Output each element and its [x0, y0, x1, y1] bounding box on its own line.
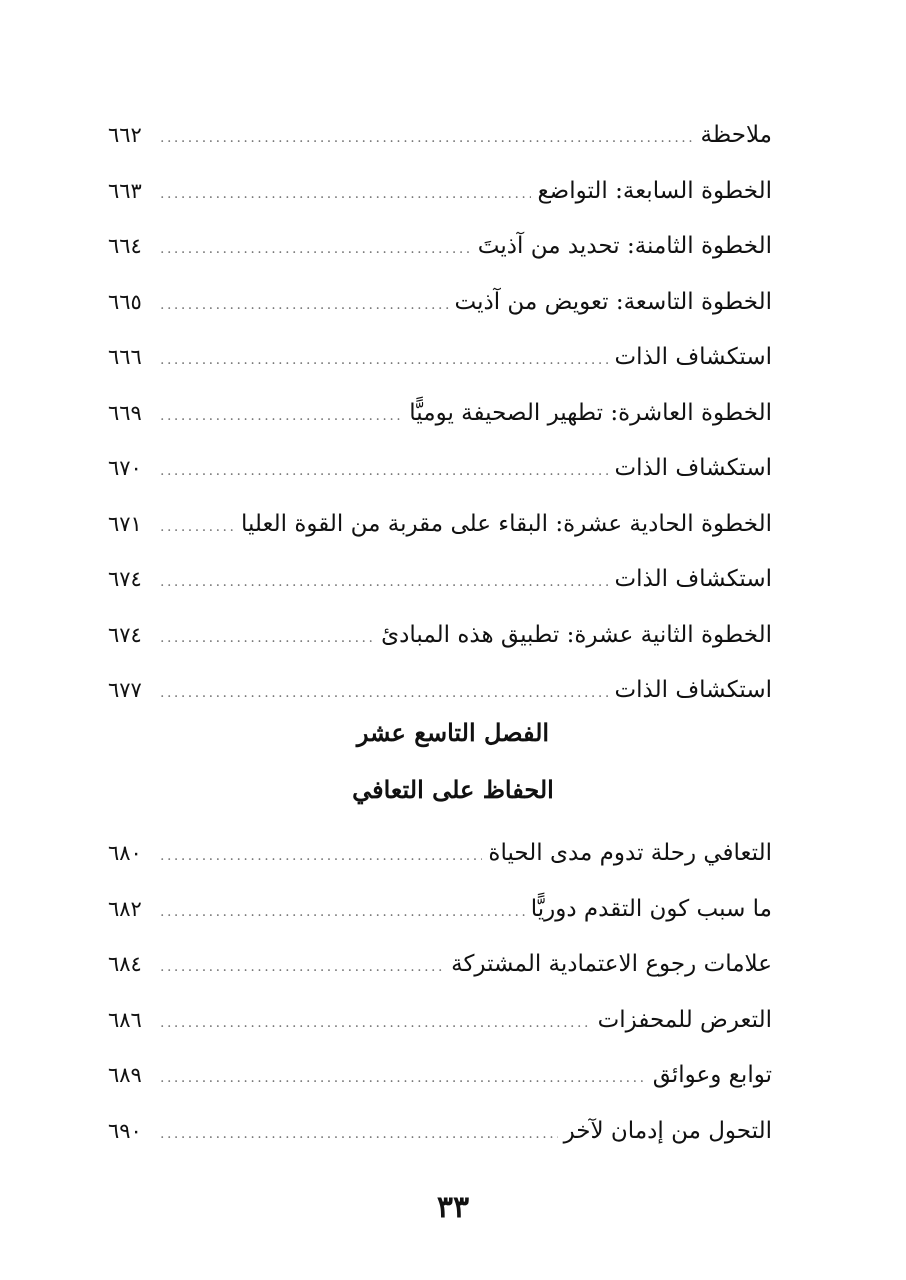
toc-entry-title: الخطوة الثامنة: تحديد من آذيتَ — [477, 233, 772, 259]
toc-entry-title: الخطوة الحادية عشرة: البقاء على مقربة من القوة العليا — [240, 510, 772, 537]
toc-entry-page: ٦٨٤ — [108, 952, 142, 976]
toc-entry-title: التعافي رحلة تدوم مدى الحياة — [488, 840, 772, 866]
toc-entry — [108, 826, 772, 882]
toc-entry-title: استكشاف الذات — [614, 566, 772, 592]
toc-entry-page: ٦٦٩ — [108, 400, 142, 425]
toc-entry-title: الخطوة السابعة: التواضع — [537, 177, 772, 204]
toc-entry-page: ٦٨٩ — [108, 1063, 142, 1087]
toc-leader-dots — [160, 111, 695, 167]
toc-entry-title: استكشاف الذات — [614, 344, 772, 370]
toc-entry — [108, 497, 772, 553]
toc-leader-dots — [160, 829, 482, 885]
toc-entry — [108, 164, 772, 220]
toc-entry-title: الخطوة التاسعة: تعويض من آذيت — [454, 288, 772, 315]
toc-entry — [108, 275, 772, 331]
toc-entry — [108, 330, 772, 386]
chapter-number-heading: الفصل التاسع عشر — [356, 718, 550, 747]
toc-entry-title: استكشاف الذات — [614, 677, 772, 703]
toc-entry — [108, 386, 772, 442]
toc-entry — [108, 1104, 772, 1160]
toc-leader-dots — [160, 666, 609, 722]
toc-leader-dots — [160, 940, 445, 996]
toc-entry-page: ٦٧٧ — [108, 678, 142, 702]
toc-leader-dots — [160, 278, 449, 334]
toc-entry-page: ٦٨٢ — [108, 896, 142, 921]
toc-entry — [108, 219, 772, 275]
toc-entry-page: ٦٧١ — [108, 511, 142, 536]
toc-entry-page: ٦٧٠ — [108, 456, 142, 480]
toc-leader-dots — [160, 611, 375, 667]
toc-entry-title: الخطوة العاشرة: تطهير الصحيفة يوميًّا — [409, 399, 772, 426]
toc-leader-dots — [160, 389, 403, 445]
toc-leader-dots — [160, 167, 531, 223]
toc-entry — [108, 552, 772, 608]
toc-entry — [108, 108, 772, 164]
toc-entry — [108, 608, 772, 664]
toc-leader-dots — [160, 885, 525, 941]
chapter-title-heading: الحفاظ على التعافي — [352, 775, 554, 804]
toc-entry-title: استكشاف الذات — [614, 455, 772, 481]
toc-entry-page: ٦٦٦ — [108, 345, 142, 369]
toc-entry — [108, 882, 772, 938]
toc-leader-dots — [160, 1051, 647, 1107]
toc-entry — [108, 663, 772, 719]
page-number: ٣٣ — [436, 1190, 470, 1225]
toc-leader-dots — [160, 444, 609, 500]
toc-section-top — [108, 108, 772, 719]
toc-leader-dots — [160, 500, 235, 556]
toc-entry-title: ملاحظة — [700, 122, 772, 148]
toc-entry-page: ٦٧٤ — [108, 567, 142, 591]
toc-entry-title: التحول من إدمان لآخر — [563, 1117, 772, 1144]
toc-entry-title: التعرض للمحفزات — [597, 1006, 772, 1033]
toc-entry-page: ٦٦٢ — [108, 123, 142, 147]
toc-section-bottom — [108, 826, 772, 1159]
toc-leader-dots — [160, 1107, 558, 1163]
toc-entry — [108, 441, 772, 497]
toc-entry-page: ٦٨٦ — [108, 1007, 142, 1032]
toc-entry-title: علامات رجوع الاعتمادية المشتركة — [451, 951, 772, 977]
toc-entry — [108, 937, 772, 993]
toc-entry — [108, 1048, 772, 1104]
toc-entry-page: ٦٦٣ — [108, 178, 142, 203]
toc-entry-page: ٦٦٤ — [108, 234, 142, 258]
toc-entry-page: ٦٧٤ — [108, 622, 142, 647]
toc-entry-page: ٦٦٥ — [108, 289, 142, 314]
toc-entry-title: ما سبب كون التقدم دوريًّا — [530, 895, 772, 922]
toc-leader-dots — [160, 222, 472, 278]
toc-entry — [108, 993, 772, 1049]
toc-leader-dots — [160, 996, 592, 1052]
toc-entry-page: ٦٩٠ — [108, 1118, 142, 1143]
toc-entry-page: ٦٨٠ — [108, 841, 142, 865]
toc-leader-dots — [160, 333, 609, 389]
toc-entry-title: الخطوة الثانية عشرة: تطبيق هذه المبادئ — [381, 621, 772, 648]
toc-entry-title: توابع وعوائق — [652, 1062, 772, 1088]
toc-leader-dots — [160, 555, 609, 611]
